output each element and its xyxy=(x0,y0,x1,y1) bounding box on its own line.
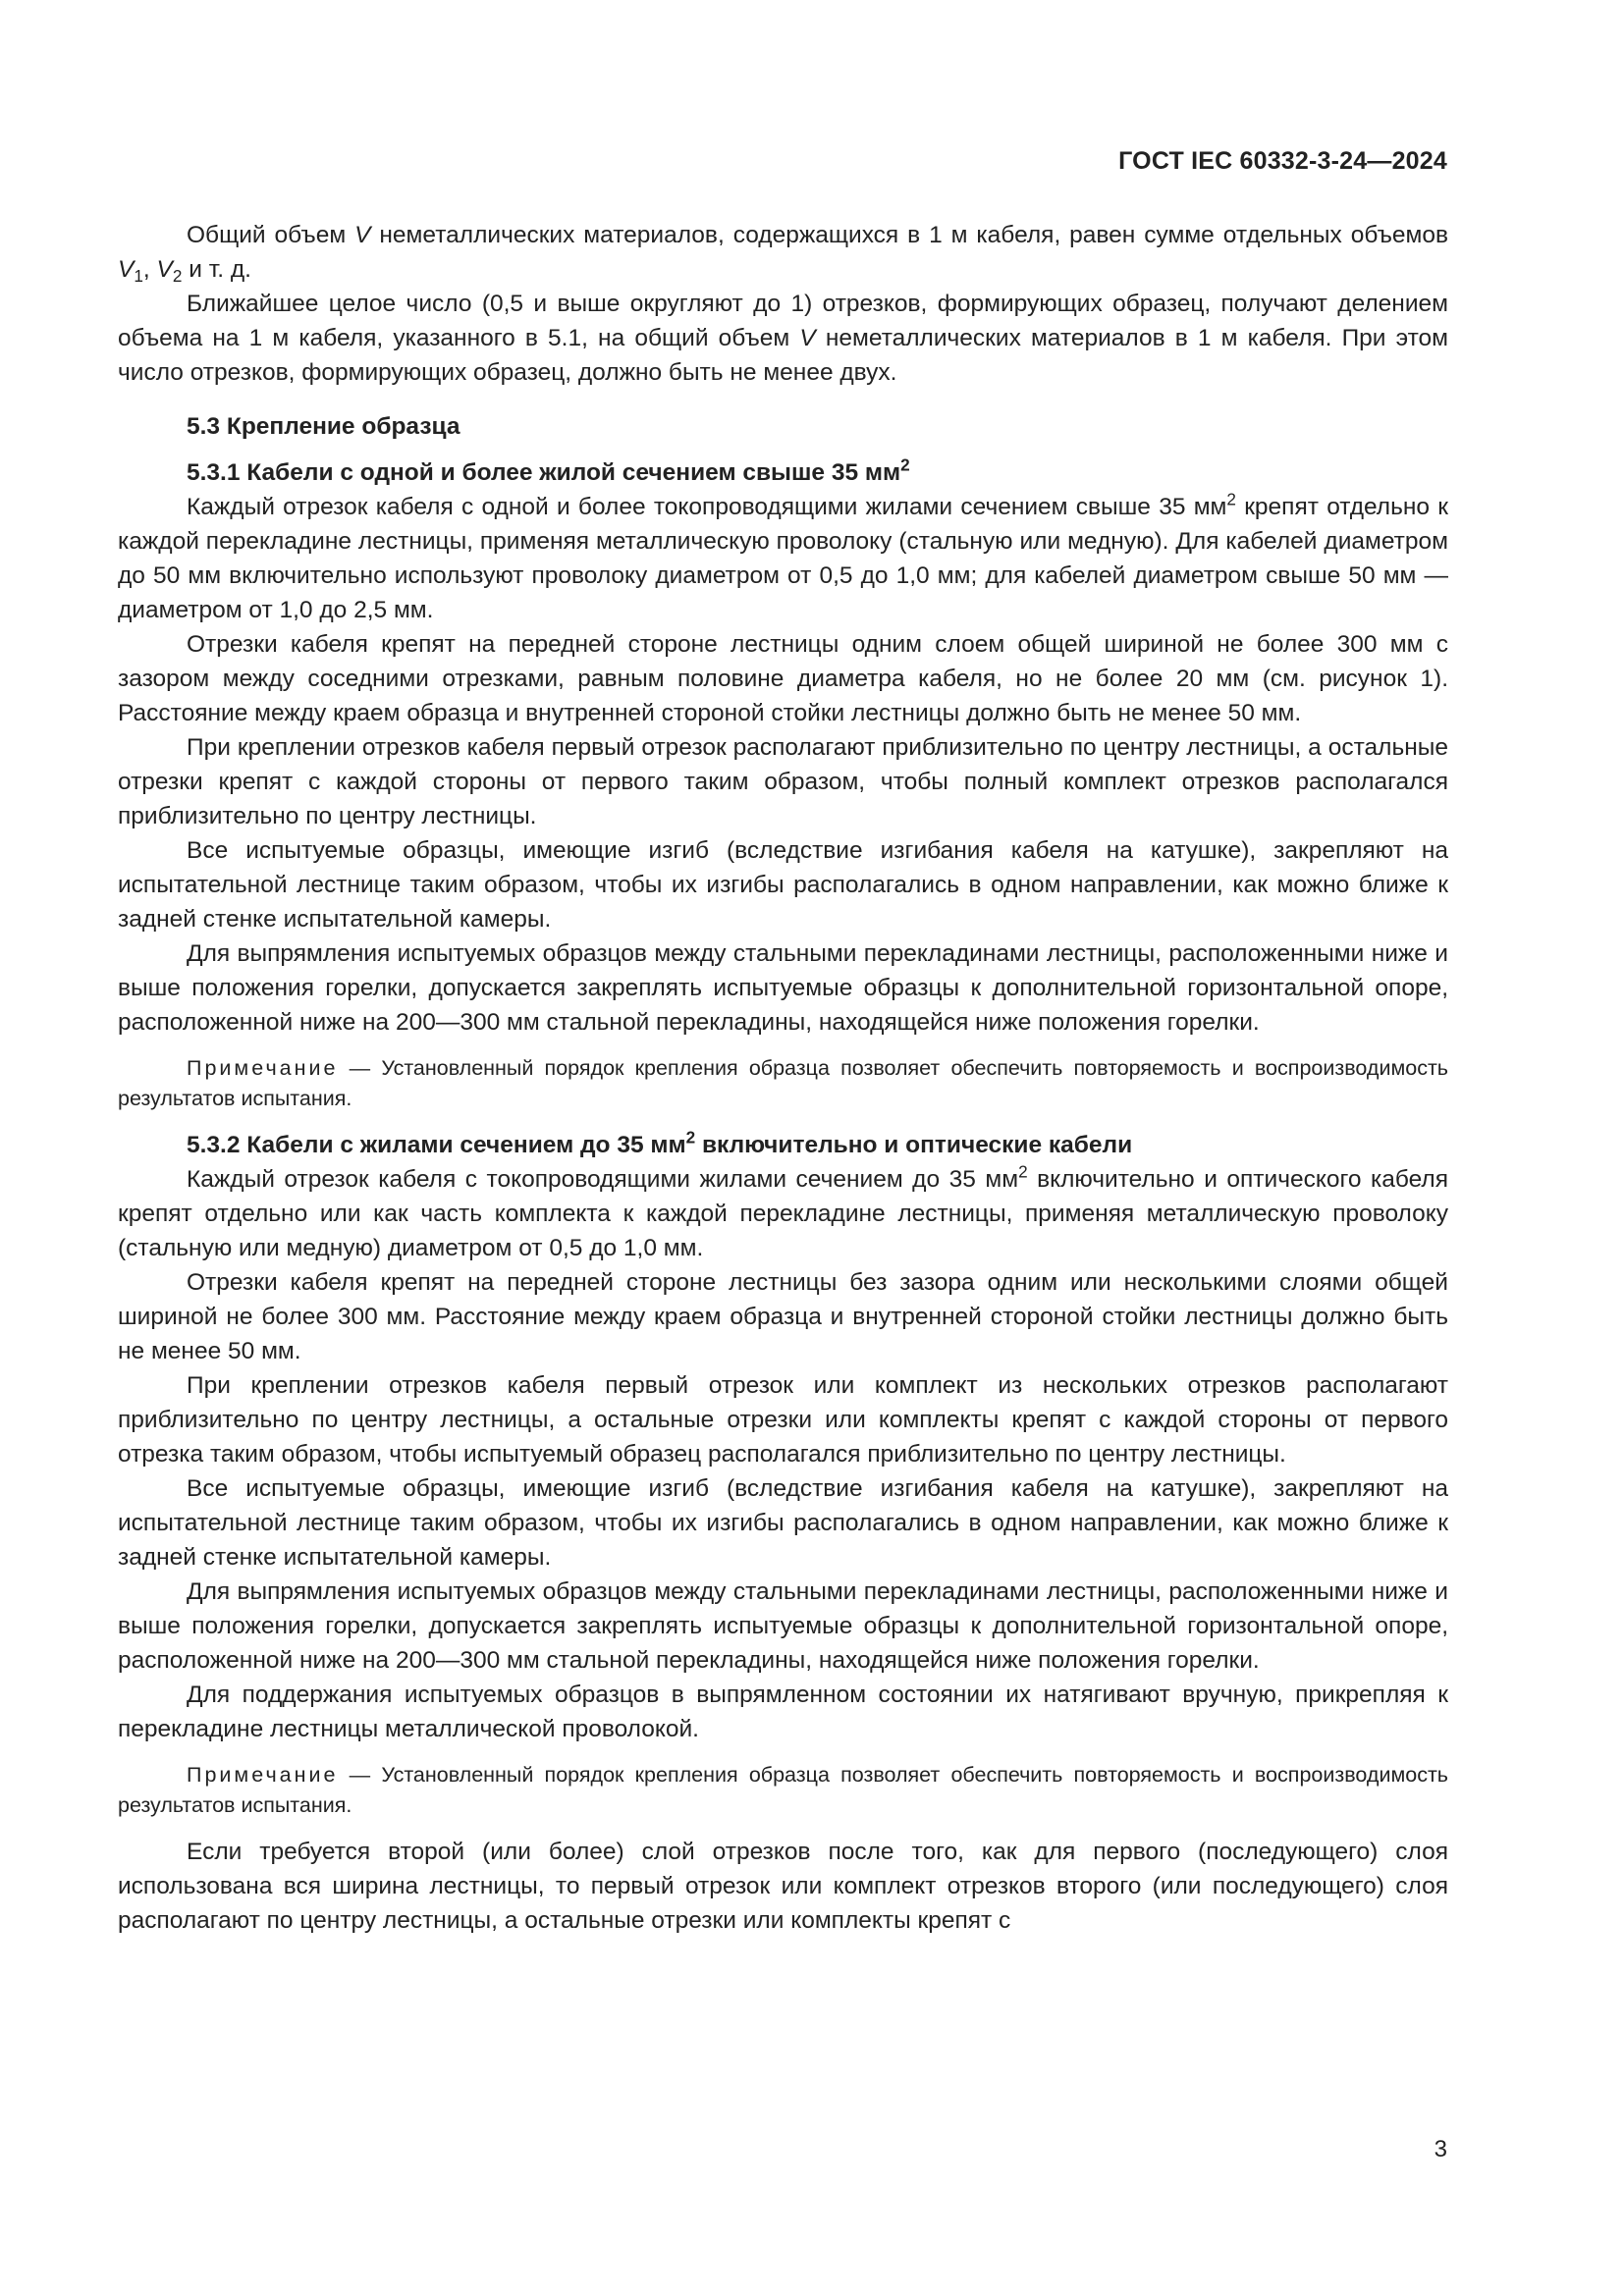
symbol-volume-2: V xyxy=(156,256,173,283)
paragraph: Все испытуемые образцы, имеющие изгиб (вследствие изгибания кабеля на катушке), закрепляют на испытательной лестнице таким образом, чтобы их изгибы располагались в одном направлении, как можно ближе к задней стенке испытательной камеры. xyxy=(118,1475,1448,1571)
paragraph: При креплении отрезков кабеля первый отрезок или комплект из нескольких отрезков располагают приблизительно по центру лестницы, а остальные отрезки или комплекты крепят с каждой стороны от первого отрезка таким образом, чтобы испытуемый образец располагался приблизительно по центру лестницы. xyxy=(118,1372,1448,1468)
document-header: ГОСТ IEC 60332-3-24—2024 xyxy=(1118,147,1447,175)
subsection-heading-5-3-2: 5.3.2 Кабели с жилами сечением до 35 $мм^2$ включительно и оптические кабели xyxy=(187,1127,1133,1158)
symbol-volume-1: V xyxy=(118,256,135,283)
section-heading-5-3: 5.3 Крепление образца xyxy=(187,413,460,440)
paragraph: Ближайшее целое число (0,5 и выше округляют до 1) отрезков, формирующих образец, получают делением объема на 1 м кабеля, указанного в 5.1, на общий объем V неметаллических материалов в 1 м кабеля. При этом число отрезков, формирующих образец, должно быть не менее двух. xyxy=(118,291,1448,386)
paragraph: Общий объем V неметаллических материалов, содержащихся в 1 м кабеля, равен сумме отдельных объемов $V_1$, $V_2$ и т. д. xyxy=(118,222,1448,287)
note-label: Примечание xyxy=(187,1763,339,1787)
paragraph: Отрезки кабеля крепят на передней стороне лестницы одним слоем общей шириной не более 300 мм с зазором между соседними отрезками, равным половине диаметра кабеля, но не более 20 мм (см. рисунок 1). Расстояние между краем образца и внутренней стороной стойки лестницы должно быть не менее 50 мм. xyxy=(118,631,1448,726)
paragraph: При креплении отрезков кабеля первый отрезок располагают приблизительно по центру лестницы, а остальные отрезки крепят с каждой стороны от первого таким образом, чтобы полный комплект отрезков располагался приблизительно по центру лестницы. xyxy=(118,734,1448,829)
paragraph: Все испытуемые образцы, имеющие изгиб (вследствие изгибания кабеля на катушке), закрепляют на испытательной лестнице таким образом, чтобы их изгибы располагались в одном направлении, как можно ближе к задней стенке испытательной камеры. xyxy=(118,837,1448,933)
paragraph: Для поддержания испытуемых образцов в выпрямленном состоянии их натягивают вручную, прикрепляя к перекладине лестницы металлической проволокой. xyxy=(118,1682,1448,1742)
paragraph: Каждый отрезок кабеля с токопроводящими жилами сечением до 35 $мм^2$ включительно и оптического кабеля крепят отдельно или как часть комплекта к каждой перекладине лестницы, применяя металлическую проволоку (стальную или медную) диаметром от 0,5 до 1,0 мм. xyxy=(118,1161,1448,1261)
subsection-heading-5-3-1: 5.3.1 Кабели с одной и более жилой сечением свыше 35 $мм^2$ xyxy=(187,454,910,486)
paragraph: Если требуется второй (или более) слой отрезков после того, как для первого (последующего) слоя использована вся ширина лестницы, то первый отрезок или комплект отрезков второго (или последующего) слоя располагают по центру лестницы, а остальные отрезки или комплекты крепят с xyxy=(118,1839,1448,1934)
note-label: Примечание xyxy=(187,1056,339,1080)
paragraph: Отрезки кабеля крепят на передней стороне лестницы без зазора одним или несколькими слоями общей шириной не более 300 мм. Расстояние между краем образца и внутренней стороной стойки лестницы должно быть не менее 50 мм. xyxy=(118,1269,1448,1364)
paragraph: Каждый отрезок кабеля с одной и более токопроводящими жилами сечением свыше 35 $мм^2$ крепят отдельно к каждой перекладине лестницы, применяя металлическую проволоку (стальную или медную). Для кабелей диаметром до 50 мм включительно используют проволоку диаметром от 0,5 до 1,0 мм; для кабелей диаметром свыше 50 мм — диаметром от 1,0 до 2,5 мм. xyxy=(118,489,1448,623)
symbol-volume: V xyxy=(799,325,816,351)
note: Примечание — Установленный порядок крепления образца позволяет обеспечить повторяемость и воспроизводимость результатов испытания. xyxy=(118,1763,1448,1817)
symbol-volume: V xyxy=(354,222,371,248)
page-content xyxy=(118,218,1448,1938)
page-number: 3 xyxy=(1434,2136,1447,2163)
paragraph: Для выпрямления испытуемых образцов между стальными перекладинами лестницы, расположенными ниже и выше положения горелки, допускается закреплять испытуемые образцы к дополнительной горизонтальной опоре, расположенной ниже на 200—300 мм стальной перекладины, находящейся ниже положения горелки. xyxy=(118,1578,1448,1674)
note: Примечание — Установленный порядок крепления образца позволяет обеспечить повторяемость и воспроизводимость результатов испытания. xyxy=(118,1056,1448,1110)
paragraph: Для выпрямления испытуемых образцов между стальными перекладинами лестницы, расположенными ниже и выше положения горелки, допускается закреплять испытуемые образцы к дополнительной горизонтальной опоре, расположенной ниже на 200—300 мм стальной перекладины, находящейся ниже положения горелки. xyxy=(118,940,1448,1036)
